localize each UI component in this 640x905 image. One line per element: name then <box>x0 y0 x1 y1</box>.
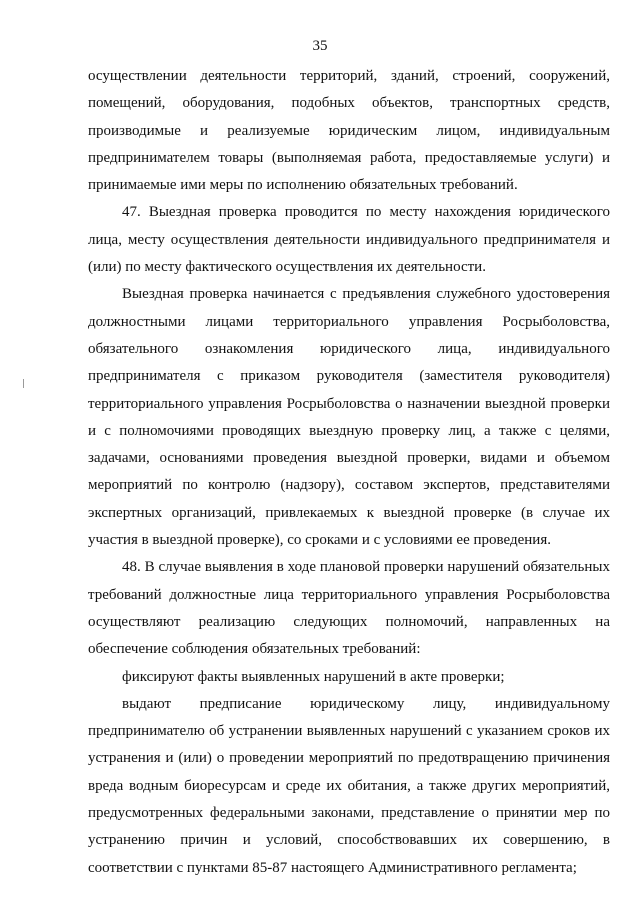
paragraph-continuation: осуществлении деятельности территорий, зданий, строений, сооружений, помещений, оборудования, подобных объектов, транспортных средств, производимые и реализуемые юридическим лицом, индивидуальным предпринимателем товары (выполняемая работа, предоставляемые услуги) и принимаемые ими меры по исполнению обязательных требований. <box>88 68 610 194</box>
paragraph-inspection-start: Выездная проверка начинается с предъявления служебного удостоверения должностными лицами территориального управления Росрыболовства, обязательного ознакомления юридического лица, индивидуального предпринимателя с приказом руководителя (заместителя руководителя) территориального управления Росрыболовства о назначении выездной проверки и с полномочиями проводящих выездную проверку лиц, а также с целями, задачами, основаниями проведения выездной проверки, видами и объемом мероприятий по контролю (надзору), составом экспертов, представителями экспертных организаций, привлекаемых к выездной проверке (в случае их участия в выездной проверке), со сроками и с условиями ее проведения. <box>88 286 610 549</box>
paragraph-item-47: 47. Выездная проверка проводится по месту нахождения юридического лица, месту осуществления деятельности индивидуального предпринимателя и (или) по месту фактического осуществления их деятельности. <box>88 204 610 276</box>
paragraph-issue-order: выдают предписание юридическому лицу, индивидуальному предпринимателю об устранении выявленных нарушений с указанием сроков их устранения и (или) о проведении мероприятий по предотвращению причинения вреда водным биоресурсам и среде их обитания, а также других мероприятий, предусмотренных федеральными законами, представление о принятии мер по устранению причин и условий, способствовавших их совершению, в соответствии с пунктами 85-87 настоящего Административного регламента; <box>88 695 610 876</box>
document-body <box>88 63 610 882</box>
paragraph-item-48: 48. В случае выявления в ходе плановой проверки нарушений обязательных требований должностные лица территориального управления Росрыболовства осуществляют реализацию следующих полномочий, направленных на обеспечение соблюдения обязательных требований: <box>88 559 610 658</box>
scan-artifact-mark <box>23 379 24 388</box>
paragraph-record-violations: фиксируют факты выявленных нарушений в акте проверки; <box>122 668 505 685</box>
page-number: 35 <box>312 38 328 54</box>
